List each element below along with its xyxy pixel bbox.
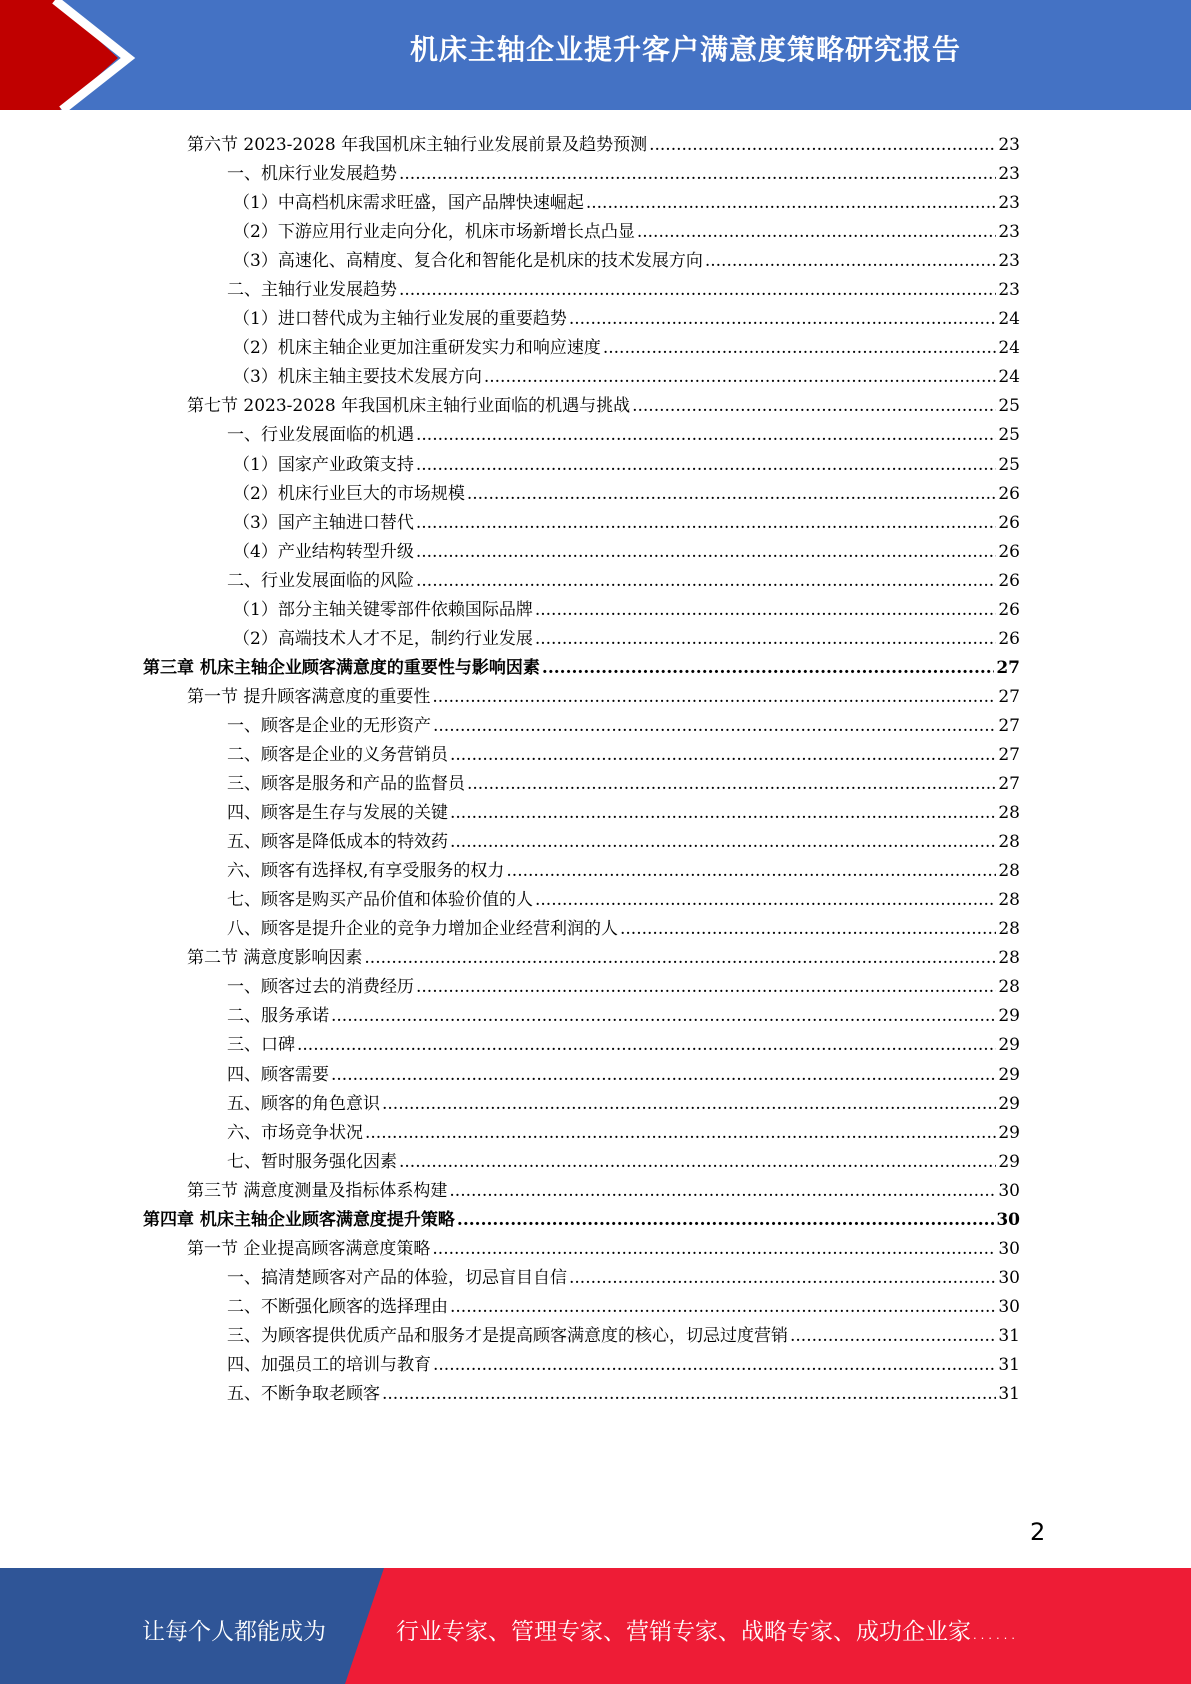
dot-leader [331,1002,996,1031]
dot-leader [450,1293,996,1322]
toc-entry-page: 29 [998,1064,1020,1085]
toc-entry-page: 24 [998,309,1020,330]
toc-entry-title: 一、机床行业发展趋势 [227,164,397,185]
toc-entry[interactable] [143,886,1020,915]
dot-leader [506,857,996,886]
toc-entry-title: （2）机床行业巨大的市场规模 [233,483,465,504]
dot-leader [416,451,997,480]
dot-leader [416,973,996,1002]
toc-entry-title: 八、顾客是提升企业的竞争力增加企业经营利润的人 [227,919,618,940]
toc-entry-title: 四、加强员工的培训与教育 [227,1354,431,1375]
dot-leader [416,567,996,596]
toc-entry[interactable] [143,218,1020,247]
report-title: 机床主轴企业提升客户满意度策略研究报告 [409,33,961,66]
toc-entry-title: 第一节 企业提高顾客满意度策略 [187,1238,431,1259]
toc-entry[interactable] [143,973,1020,1002]
toc-entry-page: 31 [998,1354,1020,1375]
toc-entry[interactable] [143,1322,1020,1351]
toc-entry[interactable] [143,1002,1020,1031]
dot-leader [399,160,996,189]
toc-entry-title: 二、不断强化顾客的选择理由 [227,1296,448,1317]
toc-entry-title: 四、顾客需要 [227,1064,329,1085]
toc-entry[interactable] [143,770,1020,799]
dot-leader [399,1148,996,1177]
toc-entry-title: 五、顾客的角色意识 [227,1093,380,1114]
dot-leader [457,1206,994,1235]
toc-entry[interactable] [143,944,1020,973]
toc-entry-page: 23 [998,222,1020,243]
toc-entry-title: （1）部分主轴关键零部件依赖国际品牌 [233,599,533,620]
toc-entry[interactable] [143,538,1020,567]
toc-entry-page: 28 [998,803,1020,824]
dot-leader [620,915,996,944]
dot-leader [637,218,997,247]
toc-entry[interactable] [143,683,1020,712]
toc-entry-page: 28 [998,948,1020,969]
toc-entry-page: 23 [998,135,1020,155]
toc-entry-page: 26 [998,599,1020,620]
toc-entry-page: 26 [998,570,1020,591]
toc-entry[interactable] [143,1090,1020,1119]
footer-slogan-left: 让每个人都能成为 [142,1619,326,1645]
toc-entry-page: 28 [998,919,1020,940]
toc-entry-title: 一、顾客是企业的无形资产 [227,715,431,736]
toc-entry[interactable] [143,305,1020,334]
toc-entry-page: 27 [998,774,1020,795]
dot-leader [569,305,997,334]
toc-entry[interactable] [143,1293,1020,1322]
dot-leader [364,944,996,973]
toc-entry-title: 五、不断争取老顾客 [227,1384,380,1405]
dot-leader [399,276,996,305]
dot-leader [432,683,996,712]
toc-entry-title: 六、市场竞争状况 [227,1122,363,1143]
toc-entry-page: 25 [998,396,1020,417]
toc-entry[interactable] [143,741,1020,770]
dot-leader [569,1264,996,1293]
toc-entry-title: 第四章 机床主轴企业顾客满意度提升策略 [143,1209,455,1230]
dot-leader [467,480,997,509]
toc-entry-page: 30 [996,1209,1020,1230]
toc-entry-page: 24 [998,367,1020,388]
dot-leader [535,625,997,654]
toc-entry-title: （1）进口替代成为主轴行业发展的重要趋势 [233,309,567,330]
toc-entry-title: （2）下游应用行业走向分化，机床市场新增长点凸显 [233,222,635,243]
toc-entry-title: 第六节 2023-2028 年我国机床主轴行业发展前景及趋势预测 [187,135,648,155]
toc-entry[interactable] [143,915,1020,944]
toc-entry-page: 27 [998,744,1020,765]
toc-entry-title: 一、搞清楚顾客对产品的体验，切忌盲目自信 [227,1267,567,1288]
dot-leader [603,334,997,363]
toc-entry[interactable] [143,712,1020,741]
arrow-decoration-icon [0,0,200,110]
toc-entry-title: 三、口碑 [227,1035,295,1056]
toc-entry[interactable] [143,799,1020,828]
dot-leader [297,1031,996,1060]
page-header [0,0,1191,110]
toc-entry[interactable] [143,480,1020,509]
toc-entry-page: 26 [998,628,1020,649]
toc-entry-page: 23 [998,164,1020,185]
toc-entry[interactable] [143,1235,1020,1264]
dot-leader [586,189,997,218]
toc-entry-title: 七、顾客是购买产品价值和体验价值的人 [227,890,533,911]
toc-entry-page: 25 [998,425,1020,446]
toc-entry-page: 27 [998,686,1020,707]
dot-leader [416,421,996,450]
dot-leader [649,131,996,160]
toc-entry[interactable] [143,392,1020,421]
dot-leader [467,770,996,799]
toc-entry-title: 二、服务承诺 [227,1006,329,1027]
toc-entry-page: 23 [998,251,1020,272]
toc-entry-page: 26 [998,541,1020,562]
toc-entry-page: 25 [998,454,1020,475]
toc-entry-title: 第三节 满意度测量及指标体系构建 [187,1180,448,1201]
toc-entry[interactable] [143,1177,1020,1206]
dot-leader [484,363,997,392]
dot-leader [535,886,996,915]
toc-entry[interactable] [143,1206,1020,1235]
toc-entry-page: 28 [998,861,1020,882]
dot-leader [632,392,996,421]
toc-entry[interactable] [143,1148,1020,1177]
toc-entry[interactable] [143,131,1020,160]
toc-entry[interactable] [143,276,1020,305]
dot-leader [432,1235,996,1264]
toc-entry-title: 一、顾客过去的消费经历 [227,977,414,998]
dot-leader [450,828,996,857]
footer-slogan-right: 行业专家、管理专家、营销专家、战略专家、成功企业家…… [396,1619,1017,1645]
toc-entry-title: 二、主轴行业发展趋势 [227,280,397,301]
toc-entry-title: （3）国产主轴进口替代 [233,512,414,533]
dot-leader [790,1322,996,1351]
toc-entry[interactable] [143,1351,1020,1380]
dot-leader [450,799,996,828]
toc-entry[interactable] [143,596,1020,625]
toc-entry-page: 26 [998,512,1020,533]
toc-entry-page: 29 [998,1093,1020,1114]
toc-entry[interactable] [143,363,1020,392]
toc-entry[interactable] [143,654,1020,683]
toc-entry-title: 二、行业发展面临的风险 [227,570,414,591]
dot-leader [433,712,996,741]
toc-entry[interactable] [143,451,1020,480]
toc-entry-title: 第一节 提升顾客满意度的重要性 [187,686,431,707]
toc-entry-page: 30 [998,1267,1020,1288]
toc-entry[interactable] [143,625,1020,654]
toc-entry-title: 七、暂时服务强化因素 [227,1151,397,1172]
toc-entry-page: 29 [998,1122,1020,1143]
toc-entry-title: （2）机床主轴企业更加注重研发实力和响应速度 [233,338,601,359]
dot-leader [449,1177,996,1206]
dot-leader [542,654,994,683]
toc-entry-page: 29 [998,1035,1020,1056]
toc-entry[interactable] [143,334,1020,363]
dot-leader [535,596,997,625]
dot-leader [382,1090,996,1119]
toc-entry-title: （1）国家产业政策支持 [233,454,414,475]
dot-leader [450,741,996,770]
toc-entry[interactable] [143,1061,1020,1090]
toc-entry-page: 31 [998,1384,1020,1405]
toc-entry-page: 31 [998,1325,1020,1346]
dot-leader [382,1380,996,1409]
dot-leader [705,247,997,276]
toc-entry-title: （4）产业结构转型升级 [233,541,414,562]
toc-entry[interactable] [143,189,1020,218]
toc-entry[interactable] [143,1031,1020,1060]
toc-entry-title: （3）机床主轴主要技术发展方向 [233,367,482,388]
toc-entry-title: 四、顾客是生存与发展的关键 [227,803,448,824]
toc-entry-title: 三、顾客是服务和产品的监督员 [227,774,465,795]
toc-entry-page: 30 [998,1296,1020,1317]
toc-entry-title: 一、行业发展面临的机遇 [227,425,414,446]
toc-entry-page: 30 [998,1238,1020,1259]
dot-leader [416,538,997,567]
toc-entry-title: （1）中高档机床需求旺盛，国产品牌快速崛起 [233,193,584,214]
toc-entry-page: 27 [996,657,1020,678]
dot-leader [331,1061,996,1090]
toc-entry-title: （3）高速化、高精度、复合化和智能化是机床的技术发展方向 [233,251,703,272]
dot-leader [433,1351,996,1380]
toc-entry-title: 五、顾客是降低成本的特效药 [227,832,448,853]
toc-entry[interactable] [143,1380,1020,1409]
toc-entry-title: 二、顾客是企业的义务营销员 [227,744,448,765]
toc-entry-page: 23 [998,193,1020,214]
toc-entry-title: 第二节 满意度影响因素 [187,948,363,969]
dot-leader [416,509,997,538]
dot-leader [365,1119,996,1148]
toc-entry-page: 28 [998,890,1020,911]
table-of-contents [143,131,1020,1409]
toc-entry-page: 29 [998,1151,1020,1172]
toc-entry-title: （2）高端技术人才不足，制约行业发展 [233,628,533,649]
toc-entry[interactable] [143,1119,1020,1148]
toc-entry-page: 24 [998,338,1020,359]
page-number: 2 [1030,1518,1046,1546]
toc-entry-page: 26 [998,483,1020,504]
toc-entry-title: 第三章 机床主轴企业顾客满意度的重要性与影响因素 [143,657,540,678]
toc-entry-page: 23 [998,280,1020,301]
toc-entry[interactable] [143,160,1020,189]
toc-entry-title: 六、顾客有选择权,有享受服务的权力 [227,861,505,882]
toc-entry-title: 第七节 2023-2028 年我国机床主轴行业面临的机遇与挑战 [187,396,631,417]
page-footer [0,1568,1191,1684]
toc-entry[interactable] [143,1264,1020,1293]
toc-entry[interactable] [143,567,1020,596]
toc-entry[interactable] [143,828,1020,857]
toc-entry-page: 29 [998,1006,1020,1027]
toc-entry-page: 28 [998,832,1020,853]
toc-entry-page: 28 [998,977,1020,998]
toc-entry-page: 27 [998,715,1020,736]
toc-entry[interactable] [143,857,1020,886]
toc-entry[interactable] [143,247,1020,276]
toc-entry-page: 30 [998,1180,1020,1201]
toc-entry[interactable] [143,421,1020,450]
toc-entry-title: 三、为顾客提供优质产品和服务才是提高顾客满意度的核心，切忌过度营销 [227,1325,788,1346]
toc-entry[interactable] [143,509,1020,538]
